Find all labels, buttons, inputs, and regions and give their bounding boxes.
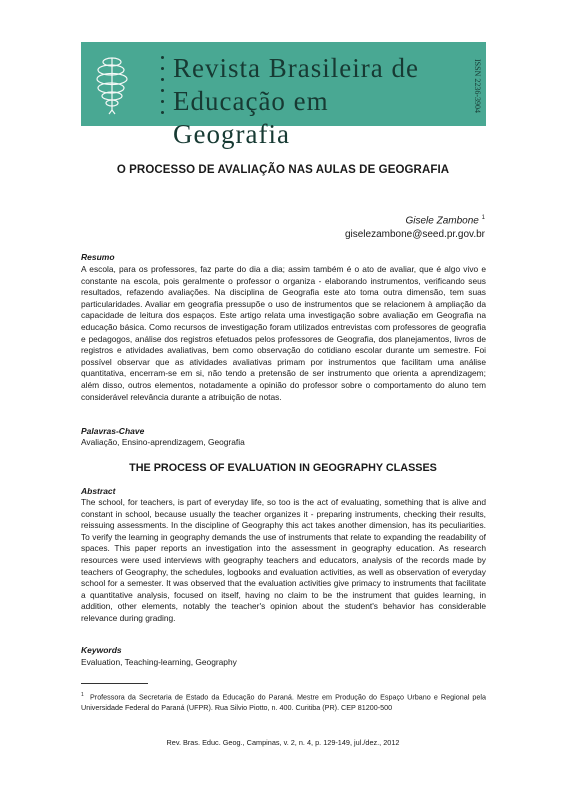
palavras-chave-heading: Palavras-Chave	[81, 426, 145, 436]
keywords-heading: Keywords	[81, 645, 122, 655]
page-footer-citation: Rev. Bras. Educ. Geog., Campinas, v. 2, n. 4, p. 129-149, jul./dez., 2012	[166, 738, 400, 747]
author-name: Gisele Zambone	[405, 215, 479, 227]
article-title-pt: O PROCESSO DE AVALIAÇÃO NAS AULAS DE GEOGRAFIA	[116, 164, 450, 176]
author-block	[345, 211, 485, 242]
footnote-divider	[81, 683, 148, 684]
keywords-text: Evaluation, Teaching-learning, Geography	[81, 657, 237, 667]
journal-logo-icon	[89, 52, 135, 116]
author-email: giselezambone@seed.pr.gov.br	[344, 229, 485, 241]
journal-title	[173, 52, 443, 151]
palavras-chave-text: Avaliação, Ensino-aprendizagem, Geografia	[81, 437, 245, 447]
resumo-heading: Resumo	[81, 252, 115, 262]
footnote-text: Professora da Secretaria de Estado da Educação do Paraná. Mestre em Produção do Espaço Urbano e Regional pela Universidade Federal do Paraná (UFPR). Rua Silvio Piotto, n. 400. Curitiba (PR). CEP 81200-500	[81, 692, 486, 712]
footnote-mark: 1	[81, 692, 84, 698]
abstract-text: The school, for teachers, is part of everyday life, so too is the act of evaluating, something that is alive and constant in school, because usually the teacher organizes it - preparing instruments, checking their results, reissuing assessments. In the discipline of Geography this act takes another dimension, has its peculiarities. To verify the learning in geography demands the use of instruments that relate to expanding the readability of spaces. This paper reports an investigation into the assessment in geography education. As research resources were used interviews with geography teachers and educators, analysis of the records made by teachers of Geography, the schedules, logbooks and evaluation activities, as well as observation of everyday school for a semester. It was observed that the evaluation activities give primacy to instruments that facilitate a quantitative analysis, focused on itself, having no claim to be the instrument that guides learning, in addition, other elements, notably the teacher's opinion about the student's behavior has considerable relevance during grading.	[81, 497, 486, 623]
journal-title-line1: Revista Brasileira de	[173, 53, 419, 83]
issn-label: ISSN 2236-3904	[473, 58, 482, 113]
journal-title-line2: Educação em Geografia	[173, 86, 329, 149]
article-title-en: THE PROCESS OF EVALUATION IN GEOGRAPHY CLASSES	[129, 462, 437, 474]
resumo-text: A escola, para os professores, faz parte do dia a dia; assim também é o ato de avaliar, que é algo vivo e constante na escola, pois geralmente o professor o organiza - elaborando instrumentos, verificando seus resultados, refazendo avaliações. Na disciplina de Geografia este ato toma outra dimensão, tem suas particularidades. Avaliar em geografia pressupõe o uso de instrumentos que se relacionem à ampliação da capacidade de leitura dos espaços. Este artigo relata uma investigação sobre avaliação em Geografia na educação básica. Como recursos de investigação foram utilizados entrevistas com professores de geografia e pedagogos, análise dos registros efetuados pelos professores de Geografia, dos planejamentos, livros de registros e atividades avaliativas, bem como observação do cotidiano escolar durante um semestre. Foi possível observar que as atividades avaliativas primam por instrumentos que facilitam uma análise quantitativa, encerram-se em si, não tendo a pretensão de ser instrumento que orienta a aprendizagem; além disso, outros elementos, notadamente a opinião do professor sobre o comportamento do aluno tem considerável relevância durante a atribuição de notas.	[81, 264, 486, 402]
author-footnote-mark: 1	[481, 215, 485, 221]
journal-banner	[81, 42, 486, 149]
banner-divider-dots	[161, 56, 165, 116]
footnote	[81, 690, 486, 713]
abstract-heading: Abstract	[81, 486, 116, 496]
